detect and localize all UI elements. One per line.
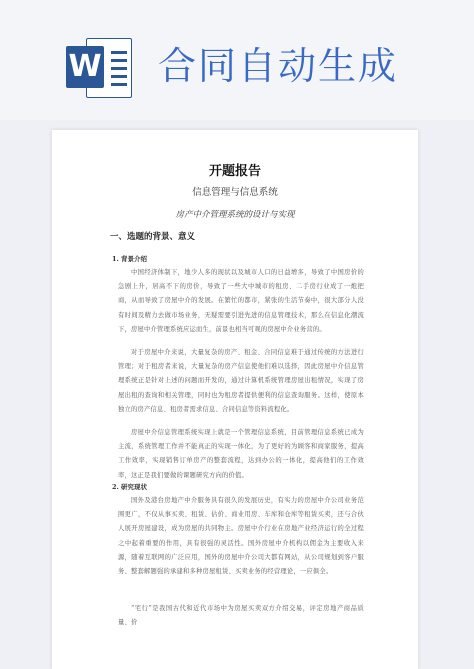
word-document-icon: [66, 36, 132, 98]
document-page: [52, 130, 418, 669]
document-title: 开题报告: [208, 164, 261, 179]
section-heading: 一、选题的背景、意义: [110, 232, 196, 242]
paragraph: 房屋中介信息管理系统实现上就是一个管理信息系统，目前管理信息系统已成为主流，系统管理工作并不能真正的实现一体化，为了更好的为顾客和商家服务，提高工作效率，实现销售订单房产的整套流程，达到办公的一体化，提高他们的工作效率，这正是我们要做的课题研究方向的价值。: [118, 429, 364, 479]
document-topic: 房产中介管理系统的设计与实现: [175, 210, 295, 220]
document-subtitle: 信息管理与信息系统: [192, 187, 278, 198]
paragraph: “宅行”是我国古代和近代市场中为房屋买卖双方介绍交易，评定房地产商品质量、价: [118, 605, 364, 627]
word-icon-letter: W: [66, 46, 104, 88]
header-banner: [0, 0, 474, 120]
paragraph: 中国经济体制下，地少人多的现状以及城市人口的日益增多，导致了中国房价的急剧上升，居高不下的房价，导致了一些大中城市的租房、二手房行业成了一炮把商，从而导致了房屋中介的发展。在繁忙的都市，紧张的生活节奏中，很大部分人没有时间及精力去做市场业务，无疑需要引进先进的信息管理技术，那么在信息化潮流下，房屋中介管理系统应运而生，前景也相当可观的房屋中介业务营的。: [118, 269, 364, 333]
paragraph: 对于房屋中介来说，大量复杂的房产、租金、合同信息难于通过传统的方法进行管理；对于租房者来说，大量复杂的房产信息使他们难以选择，因此房屋中介信息管理系统正是针对上述的问题而开发的，通过计算机系统管理房屋出租情况，实现了房屋出租的查询和相关管理，同时也为租房者提供便利的信息查询服务。这样，使原本独立的房产信息、租房者需求信息、合同信息等资料流程化。: [118, 349, 364, 413]
subsection-heading-background: 1. 背景介绍: [112, 255, 148, 263]
banner-title: 合同自动生成: [158, 44, 399, 88]
paragraph: 国外及港台房地产中介服务具有很久的发展历史，有实力的房屋中介公司业务范围更广，不仅从事买卖、租赁、估价、商业用房、车库和仓库等租赁买卖，还与合伙人展开房屋建设，成为房屋的共同物主。房屋中介行业在房地产业经济运行的全过程之中起着重要的作用，具有很强的灵活性。国外房屋中介机构以佣金为主要收入来源，随着互联网的广泛应用，国外的房屋中介公司大都有网站，从公司规划到客户服务、整套解题强的承建和多种房屋租赁、买卖业务的经营理论，一应俱全。: [118, 497, 364, 576]
subsection-heading-status: 2. 研究现状: [112, 483, 148, 491]
